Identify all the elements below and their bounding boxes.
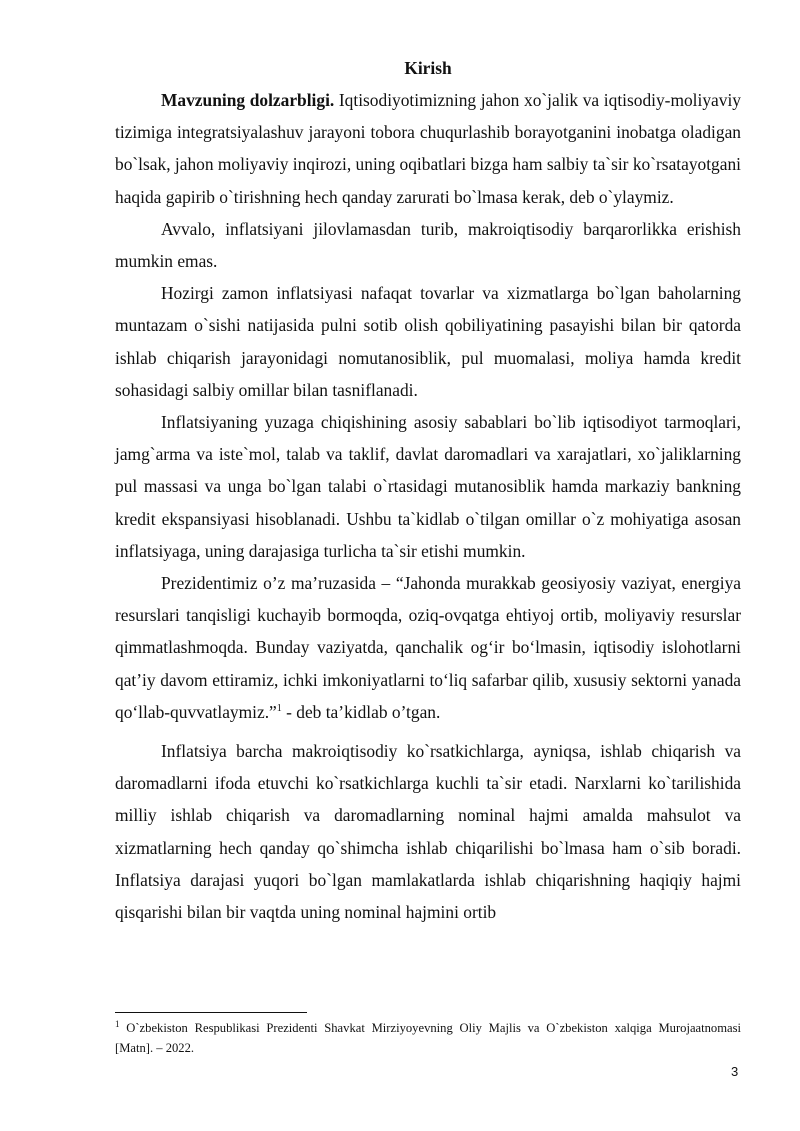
paragraph: Hozirgi zamon inflatsiyasi nafaqat tovarlar va xizmatlarga bo`lgan baholarning muntazam o`sishi natijasida pulni sotib olish qobiliyatining pasayishi bilan bir qatorda ishlab chiqarish jarayonidagi nomutanosiblik, pul muomalasi, moliya hamda kredit sohasidagi salbiy omillar bilan tasniflanadi. — [115, 283, 741, 400]
paragraph-lead: Mavzuning dolzarbligi. — [161, 90, 335, 110]
footnote — [115, 1018, 741, 1058]
paragraph: Inflatsiya barcha makroiqtisodiy ko`rsatkichlarga, ayniqsa, ishlab chiqarish va daromadlarni ifoda etuvchi ko`rsatkichlarga kuchli ta`sir etadi. Narxlarni ko`tarilishida milliy ishlab chiqarish va daromadlarning nominal hajmi amalda mahsulot va xizmatlarning hech qanday qo`shimcha ishlab chiqarilishi bo`lmasa ham o`sib boradi. Inflatsiya darajasi yuqori bo`lgan mamlakatlarda ishlab chiqarishning haqiqiy hajmi qisqarishi bilan bir vaqtda uning nominal hajmini ortib — [115, 741, 741, 923]
paragraph-text: Iqtisodiyotimizning jahon xo`jalik va iqtisodiy-moliyaviy tizimiga integratsiyalashuv jarayoni tobora chuqurlashib borayotganini inobatga oladigan bo`lsak, jahon moliyaviy inqirozi, uning oqibatlari bizga ham salbiy ta`sir ko`rsatayotgani haqida gapirib o`tirishning hech qanday zarurati bo`lmasa kerak, deb o`ylaymiz. — [115, 90, 741, 207]
paragraph-quote — [115, 567, 741, 728]
paragraph-relevance — [115, 84, 741, 213]
quote-tail: - deb ta’kidlab o’tgan. — [281, 701, 441, 722]
document-body — [115, 56, 741, 928]
footnote-text: O`zbekiston Respublikasi Prezidenti Shavkat Mirziyoyevning Oliy Majlis va O`zbekiston xalqiga Murojaatnomasi [Matn]. – 2022. — [115, 1021, 741, 1055]
section-title: Kirish — [404, 58, 452, 78]
footnote-separator — [115, 1012, 307, 1013]
footnote-number: 1 — [115, 1018, 120, 1029]
page-number: 3 — [731, 1064, 739, 1079]
paragraph: Avvalo, inflatsiyani jilovlamasdan turib, makroiqtisodiy barqarorlikka erishish mumkin emas. — [115, 218, 741, 272]
paragraph: Inflatsiyaning yuzaga chiqishining asosiy sabablari bo`lib iqtisodiyot tarmoqlari, jamg`arma va iste`mol, talab va taklif, davlat daromadlari va xarajatlari, xo`jaliklarning pul massasi va unga bo`lgan talabi o`rtasidagi mutanosiblik hamda markaziy bankning kredit ekspansiyasi hisoblanadi. Ushbu ta`kidlab o`tilgan omillar o`z mohiyatiga asosan inflatsiyaga, uning darajasiga turlicha ta`sir etishi mumkin. — [115, 412, 741, 561]
quote-text: Prezidentimiz o’z ma’ruzasida – “Jahonda murakkab geosiyosiy vaziyat, energiya resurslari tanqisligi kuchayib bormoqda, oziq-ovqatga ehtiyoj ortib, moliyaviy resurslar qimmatlashmoqda. Bunday vaziyatda, qanchalik og‘ir bo‘lmasin, iqtisodiy islohotlarni qat’iy davom ettiramiz, ichki imkoniyatlarni to‘liq safarbar qilib, xususiy sektorni yanada qo‘llab-quvvatlaymiz.” — [115, 573, 741, 722]
footnote-reference[interactable]: 1 — [276, 703, 282, 715]
